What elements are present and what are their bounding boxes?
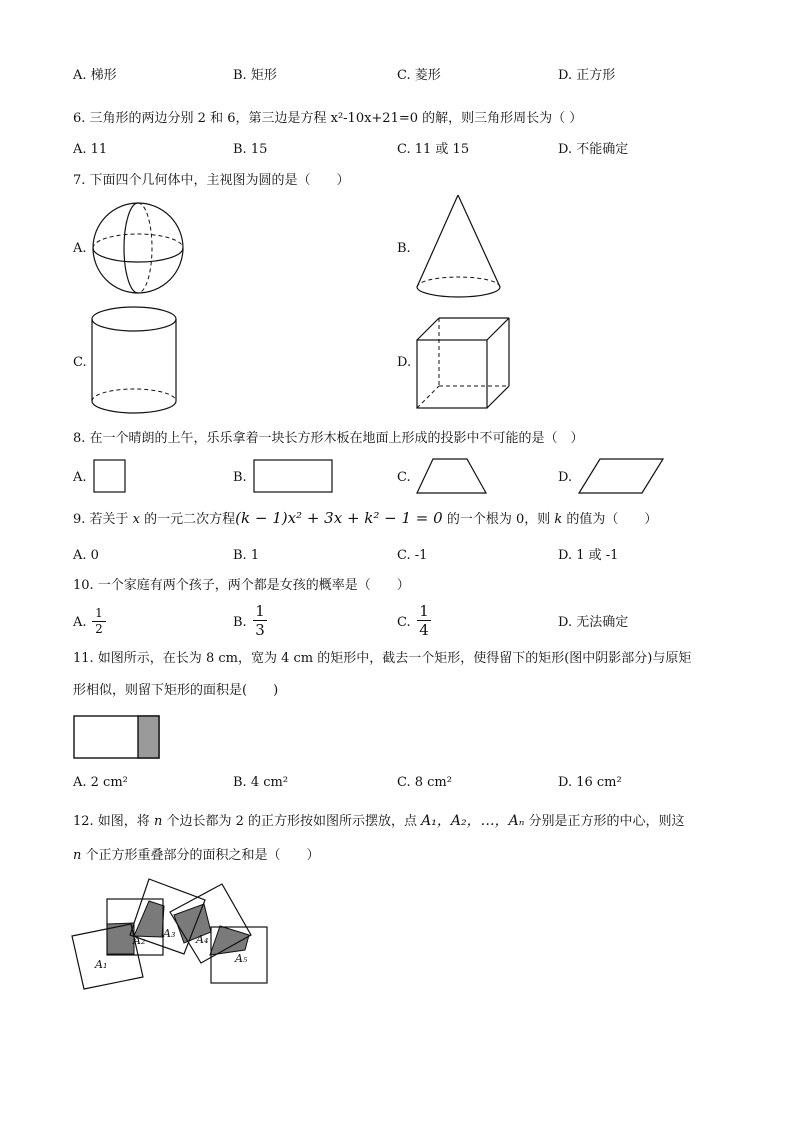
q6-option-c: C. 11 或 15 (397, 142, 470, 157)
q7-label-d: D. (397, 355, 412, 370)
q8-label-b: B. (233, 470, 247, 485)
q8-label-d: D. (558, 470, 573, 485)
q6-option-b: B. 15 (233, 142, 268, 157)
q11-option-c: C. 8 cm² (397, 775, 452, 790)
q12-stem-line-2: n 个正方形重叠部分的面积之和是（ ） (73, 848, 320, 863)
q5-option-d: D. 正方形 (558, 68, 616, 83)
q9-option-c: C. -1 (397, 548, 428, 563)
q7-stem: 7. 下面四个几何体中，主视图为圆的是（ ） (73, 173, 350, 188)
trapezoid-shadow-figure (416, 458, 490, 496)
q9-option-a: A. 0 (73, 548, 99, 563)
q11-option-d: D. 16 cm² (558, 775, 622, 790)
q9-equation: (k − 1)x² + 3x + k² − 1 = 0 (235, 509, 443, 527)
q7-label-b: B. (397, 241, 411, 256)
q8-label-c: C. (397, 470, 411, 485)
q10-label-b: B. (233, 615, 247, 630)
q6-option-d: D. 不能确定 (558, 142, 629, 157)
sphere-figure (90, 202, 190, 296)
cone-figure (414, 194, 506, 302)
q8-stem: 8. 在一个晴朗的上午，乐乐拿着一块长方形木板在地面上形成的投影中不可能的是（ ） (73, 431, 584, 446)
q12-stem-line-1: 12. 如图，将 n 个边长都为 2 的正方形按如图所示摆放，点 A₁，A₂，…，Aₙ 分别是正方形的中心，则这 (73, 813, 685, 829)
overlapping-squares-figure (70, 872, 270, 992)
q5-option-c: C. 菱形 (397, 68, 441, 83)
q10-label-c: C. (397, 615, 411, 630)
q9-stem: 9. 若关于 x 的一元二次方程(k − 1)x² + 3x + k² − 1 = 0 的一个根为 0，则 k 的值为（ ） (73, 509, 658, 527)
fraction-one-fourth: 1 4 (417, 603, 431, 638)
q9-option-b: B. 1 (233, 548, 260, 563)
q5-option-b: B. 矩形 (233, 68, 277, 83)
q10-label-a: A. (73, 615, 87, 630)
q11-option-b: B. 4 cm² (233, 775, 289, 790)
rectangle-shadow-figure (253, 459, 335, 495)
square-shadow-figure (93, 459, 127, 495)
q7-label-c: C. (73, 355, 87, 370)
cylinder-figure (90, 305, 182, 417)
label-a3: A₃ (163, 927, 176, 940)
q6-option-a: A. 11 (73, 142, 108, 157)
fraction-one-third: 1 3 (253, 603, 267, 638)
label-a2: A₂ (133, 934, 146, 947)
label-a1: A₁ (95, 958, 108, 971)
fraction-one-half: 1 2 (92, 607, 106, 636)
q6-stem: 6. 三角形的两边分别 2 和 6，第三边是方程 x²-10x+21=0 的解，则三角形周长为（ ） (73, 111, 583, 126)
q8-label-a: A. (73, 470, 87, 485)
label-a4: A₄ (196, 933, 209, 946)
q5-option-a: A. 梯形 (73, 68, 117, 83)
cube-figure (414, 316, 514, 412)
q7-label-a: A. (73, 241, 87, 256)
q11-stem-line-1: 11. 如图所示，在长为 8 cm，宽为 4 cm 的矩形中，截去一个矩形，使得留下的矩形(图中阴影部分)与原矩 (73, 651, 692, 666)
q10-stem: 10. 一个家庭有两个孩子，两个都是女孩的概率是（ ） (73, 578, 410, 593)
q10-option-d: D. 无法确定 (558, 615, 629, 630)
q9-option-d: D. 1 或 -1 (558, 548, 619, 563)
label-a5: A₅ (235, 952, 248, 965)
parallelogram-shadow-figure (578, 458, 666, 496)
q11-option-a: A. 2 cm² (73, 775, 128, 790)
q11-stem-line-2: 形相似，则留下矩形的面积是( ) (73, 683, 279, 698)
rectangle-cut-figure (73, 715, 163, 761)
